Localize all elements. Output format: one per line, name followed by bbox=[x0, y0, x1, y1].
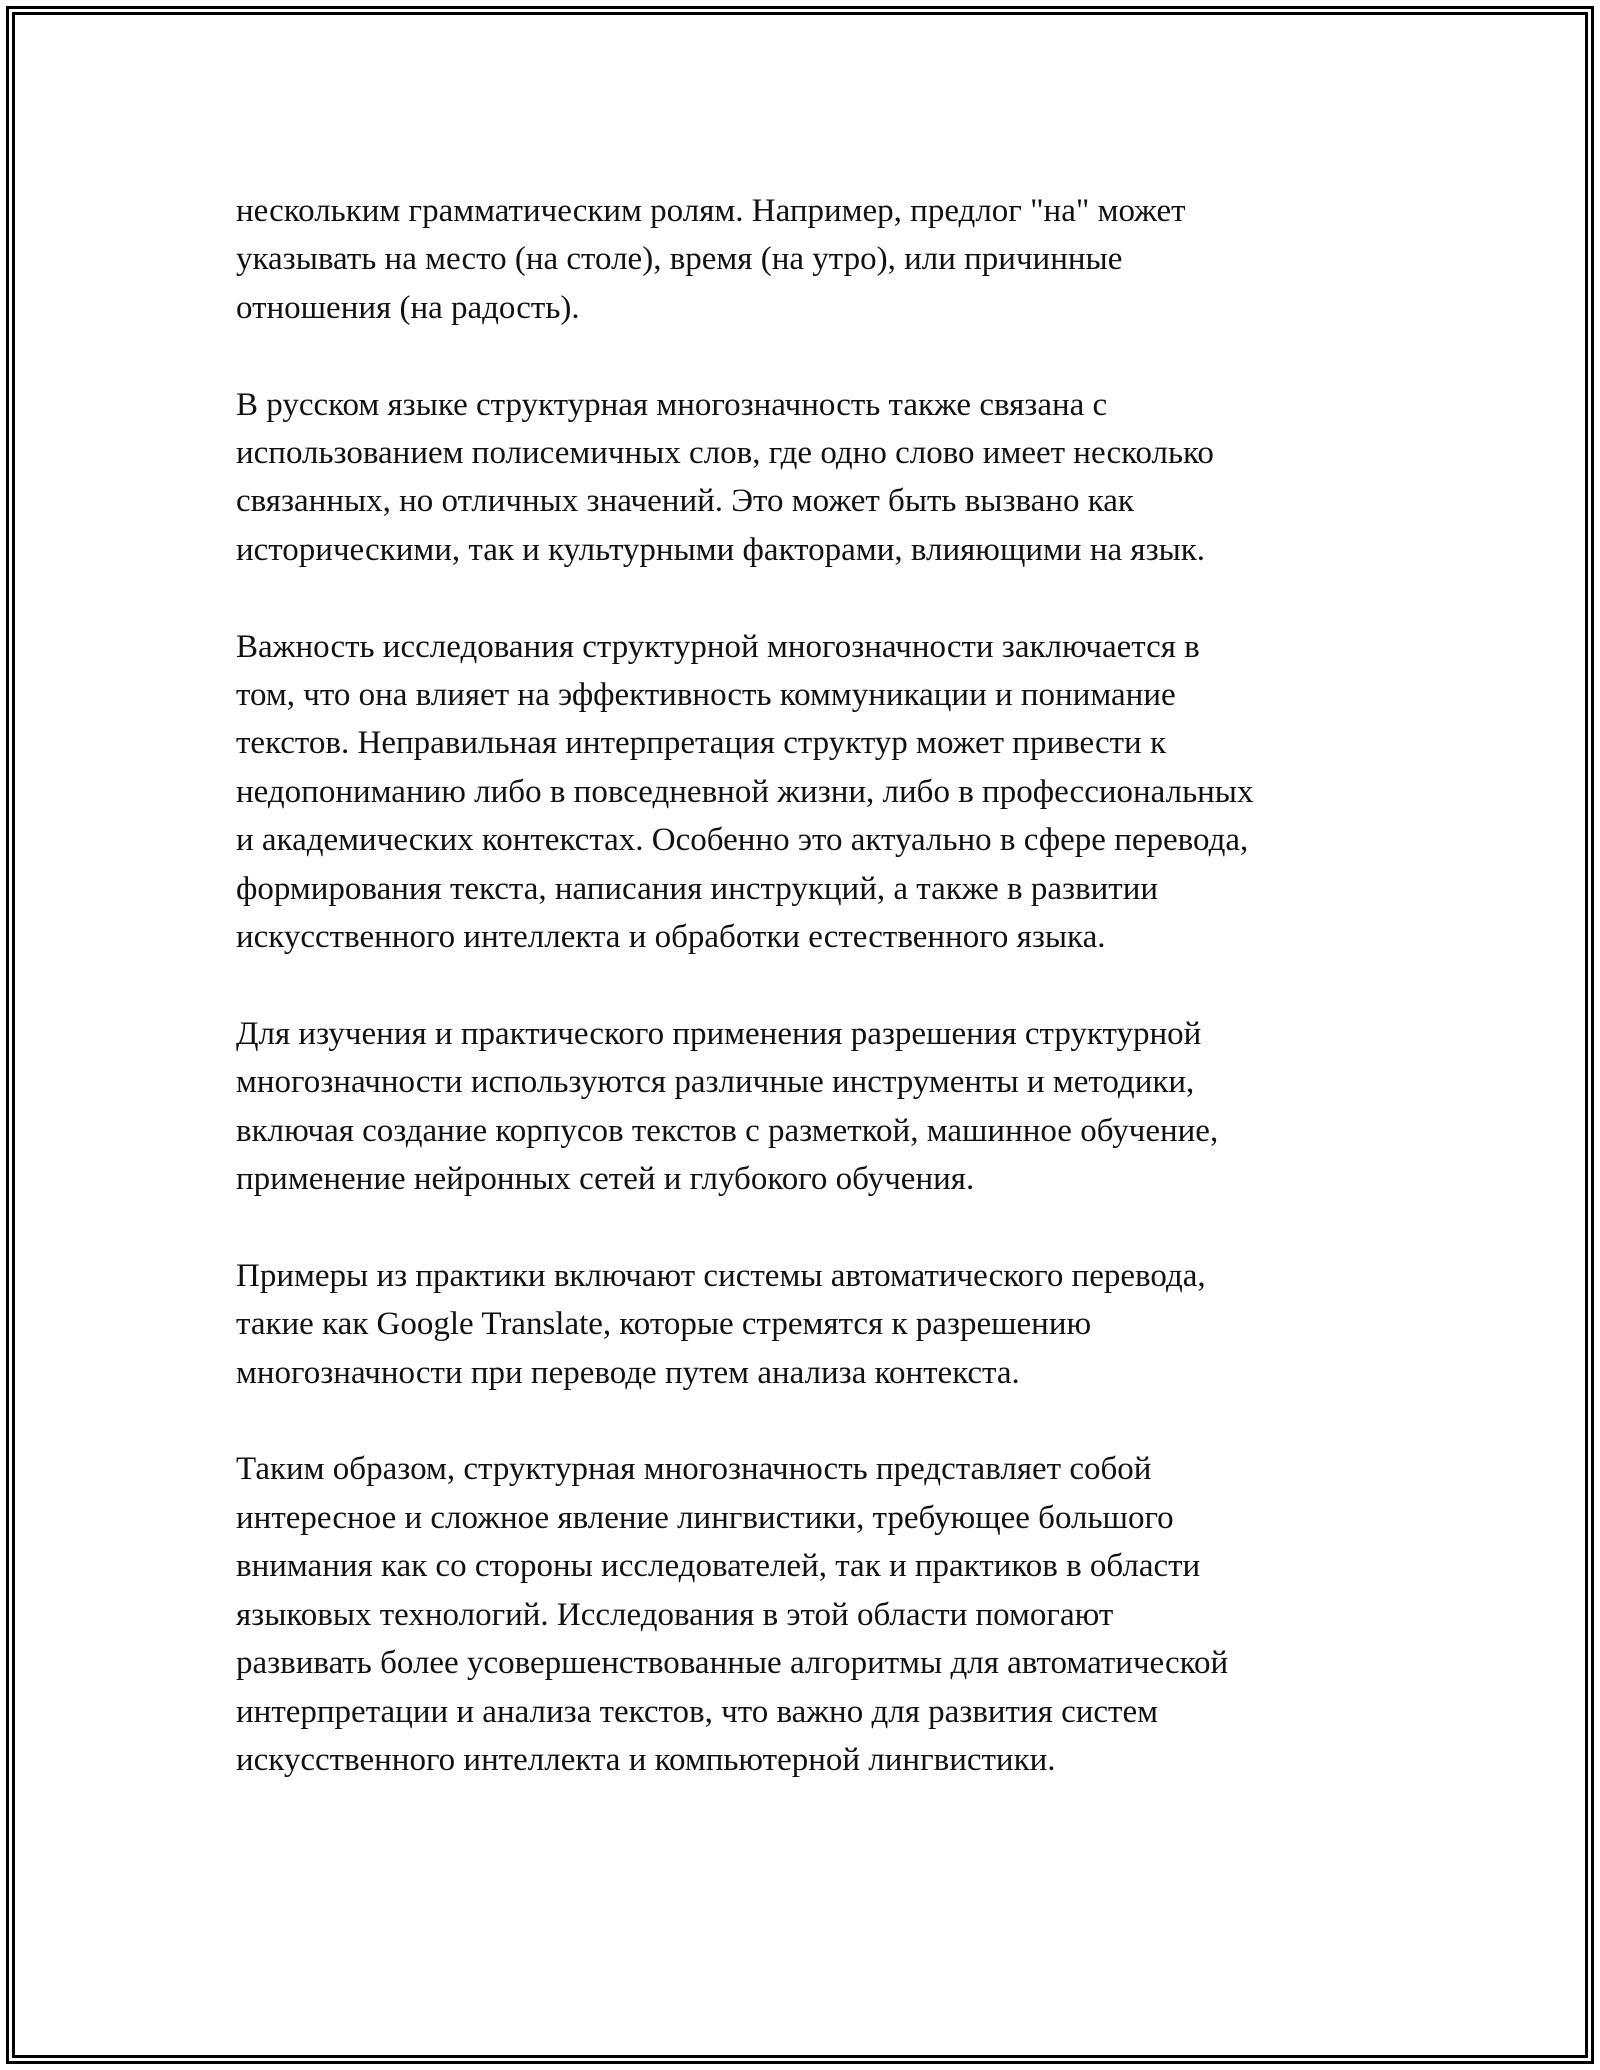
paragraph-4 bbox=[236, 1010, 1386, 1204]
text-line: интересное и сложное явление лингвистики, требующее большого bbox=[236, 1499, 1174, 1536]
text-line: Важность исследования структурной многозначности заключается в bbox=[236, 628, 1200, 665]
text-line: развивать более усовершенствованные алгоритмы для автоматической bbox=[236, 1645, 1229, 1682]
text-line: историческими, так и культурными факторами, влияющими на язык. bbox=[236, 531, 1206, 568]
text-line: искусственного интеллекта и компьютерной лингвистики. bbox=[236, 1741, 1056, 1778]
paragraph-3 bbox=[236, 623, 1386, 962]
text-line: Для изучения и практического применения разрешения структурной bbox=[236, 1015, 1202, 1052]
text-line: внимания как со стороны исследователей, так и практиков в области bbox=[236, 1548, 1201, 1585]
text-line: формирования текста, написания инструкций, а также в развитии bbox=[236, 870, 1159, 907]
text-line: интерпретации и анализа текстов, что важно для развития систем bbox=[236, 1693, 1158, 1730]
text-line: искусственного интеллекта и обработки естественного языка. bbox=[236, 919, 1106, 956]
text-line: Таким образом, структурная многозначность представляет собой bbox=[236, 1451, 1152, 1488]
text-line: включая создание корпусов текстов с разметкой, машинное обучение, bbox=[236, 1112, 1219, 1149]
text-line: текстов. Неправильная интерпретация структур может привести к bbox=[236, 725, 1166, 762]
text-line: указывать на место (на столе), время (на утро), или причинные bbox=[236, 241, 1123, 278]
text-line: многозначности при переводе путем анализа контекста. bbox=[236, 1354, 1020, 1391]
document-body bbox=[236, 187, 1386, 1833]
text-line: отношения (на радость). bbox=[236, 289, 580, 326]
text-line: использованием полисемичных слов, где одно слово имеет несколько bbox=[236, 435, 1214, 472]
text-line: В русском языке структурная многозначность также связана с bbox=[236, 386, 1108, 423]
text-line: Примеры из практики включают системы автоматического перевода, bbox=[236, 1257, 1206, 1294]
paragraph-1 bbox=[236, 187, 1386, 332]
paragraph-2 bbox=[236, 381, 1386, 575]
text-line: том, что она влияет на эффективность коммуникации и понимание bbox=[236, 677, 1176, 714]
paragraph-5 bbox=[236, 1252, 1386, 1397]
text-line: языковых технологий. Исследования в этой области помогают bbox=[236, 1596, 1114, 1633]
text-line: применение нейронных сетей и глубокого обучения. bbox=[236, 1161, 975, 1198]
text-line: многозначности используются различные инструменты и методики, bbox=[236, 1064, 1195, 1101]
text-line: недопониманию либо в повседневной жизни, либо в профессиональных bbox=[236, 773, 1254, 810]
text-line: такие как Google Translate, которые стремятся к разрешению bbox=[236, 1306, 1092, 1343]
paragraph-6 bbox=[236, 1445, 1386, 1784]
text-line: нескольким грамматическим ролям. Например, предлог "на" может bbox=[236, 193, 1186, 229]
text-line: и академических контекстах. Особенно это актуально в сфере перевода, bbox=[236, 822, 1249, 859]
text-line: связанных, но отличных значений. Это может быть вызвано как bbox=[236, 483, 1134, 520]
